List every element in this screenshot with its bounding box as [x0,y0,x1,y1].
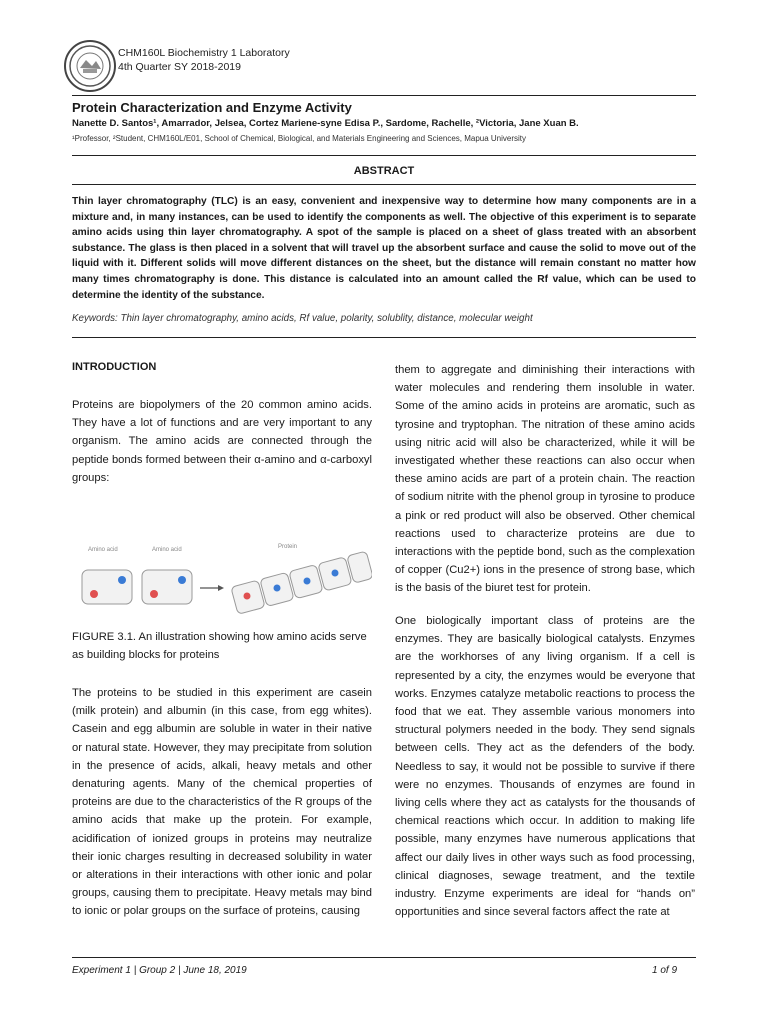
course-term: 4th Quarter SY 2018-2019 [118,61,241,73]
figure-label-amino-acid-2: Amino acid [152,547,182,553]
footer-page-number: 1 of 9 [652,965,678,976]
intro-paragraph-3 [395,361,695,598]
figure-amino-acid-chain [72,538,372,618]
header-rule [72,95,696,96]
paper-title: Protein Characterization and Enzyme Activity [72,100,352,115]
university-seal-logo [64,40,116,92]
footer-rule [72,957,696,958]
abstract-text: Thin layer chromatography (TLC) is an easy, convenient and inexpensive way to determine how many components are in a mixture and, in many instances, can be used to identify the components as well. The objective of this experiment is to separate amino acids using thin layer chromatography. A spot of the sample is placed on a sheet of glass treated with an absorbent substance. The glass is then placed in a solvent that will travel up the absorbent surface and cause the solid to move out of the liquid with it. Different solids will move different distances on the sheet, but the distance will remain constant no matter how many times chromatography is done. This distance is calculated into an amount called the Rf value, which can be used to determine the identity of the substance. [72,196,696,301]
abstract-top-rule [72,155,696,156]
intro-paragraph-2 [72,684,372,921]
intro-paragraph-1 [72,396,372,487]
keywords-rule [72,337,696,338]
paper-affiliation: ¹Professor, ²Student, CHM160L/E01, School of Chemical, Biological, and Materials Engineering and Sciences, Mapua University [72,134,527,143]
intro-paragraph-1-text: Proteins are biopolymers of the 20 common amino acids. They have a lot of functions and are very important to any organism. The amino acids are connected through the peptide bonds formed between their α-amino and α-carboxyl groups: [72,399,372,484]
figure-label-protein: Protein [278,544,298,550]
intro-paragraph-2-text: The proteins to be studied in this experiment are casein (milk protein) and albumin (in this case, from egg whites). Casein and egg albumin are soluble in water in their native or natural state. However, they may precipitate from solution in the presence of acids, alkali, heavy metals and other denaturing agents. Many of the chemical properties of proteins are due to the characteristics of the R groups of the amino acids that make up the protein. For example, acidification of ionized groups in proteins may neutralize their ionic charges resulting in decreased solubility in water or alterations in their interactions with other ionic and polar groups, causing them to precipitate. Heavy metals may bind to ionic or polar groups on the surface of proteins, causing [72,687,372,918]
abstract-heading: ABSTRACT [353,165,415,177]
footer-experiment-info: Experiment 1 | Group 2 | June 18, 2019 [72,965,247,976]
course-header [118,46,290,74]
figure-caption-text: FIGURE 3.1. An illustration showing how amino acids serve as building blocks for proteins [72,631,367,662]
keywords [72,313,696,324]
figure-label-amino-acid-1: Amino acid [88,547,118,553]
keywords-label: Keywords [72,313,116,324]
intro-paragraph-4-text: One biologically important class of proteins are the enzymes. They are basically biological catalysts. Enzymes are the workhorses of any living organism. If a cell is represented by a city, the enzymes would be everyone that works. Enzymes catalyze metabolic reactions to process the food that we eat. They assemble various monomers into structural polymers needed in the body. They send signals between cells. They act as the defenders of the body. Needless to say, it would not be possible to survive if there were no enzymes. Thousands of enzymes are found in living cells where they act as catalysts for the thousands of chemical reactions which occur. In addition to making life possible, many enzymes have numerous applications that affect our daily lives in other ways such as food processing, clinical diagnoses, sewage treatment, and the textile industry. Enzyme experiments are ideal for “hands on” opportunities and since several factors affect the rate at [395,615,695,919]
keywords-list: : Thin layer chromatography, amino acids, Rf value, polarity, solublity, distance, molecular weight [115,313,533,324]
intro-paragraph-4 [395,612,695,921]
course-name: CHM160L Biochemistry 1 Laboratory [118,47,290,59]
section-heading-introduction: INTRODUCTION [72,361,157,373]
paper-authors: Nanette D. Santos¹, Amarrador, Jelsea, Cortez Mariene-syne Edisa P., Sardome, Rachelle, ²Victoria, Jane Xuan B. [72,118,579,129]
intro-paragraph-3-text: them to aggregate and diminishing their interactions with water molecules and rendering them insoluble in water. Some of the amino acids in proteins are aromatic, such as tyrosine and tryptophan. The nitration of these amino acids using nitric acid will also be characterized, while it will be investigated whether these reactions can also occur when these amino acids are part of a protein chain. The reaction of sodium nitrite with the phenol group in tyrosine to produce a pink or red product will also be observed. Other chemical reactions used to characterize proteins are due to interactions with the peptide bond, such as the complexation of copper (Cu2+) ions in the presence of strong base, which is the basis of the biuret test for protein. [395,364,695,595]
figure-caption [72,628,372,664]
abstract-bottom-rule [72,184,696,185]
